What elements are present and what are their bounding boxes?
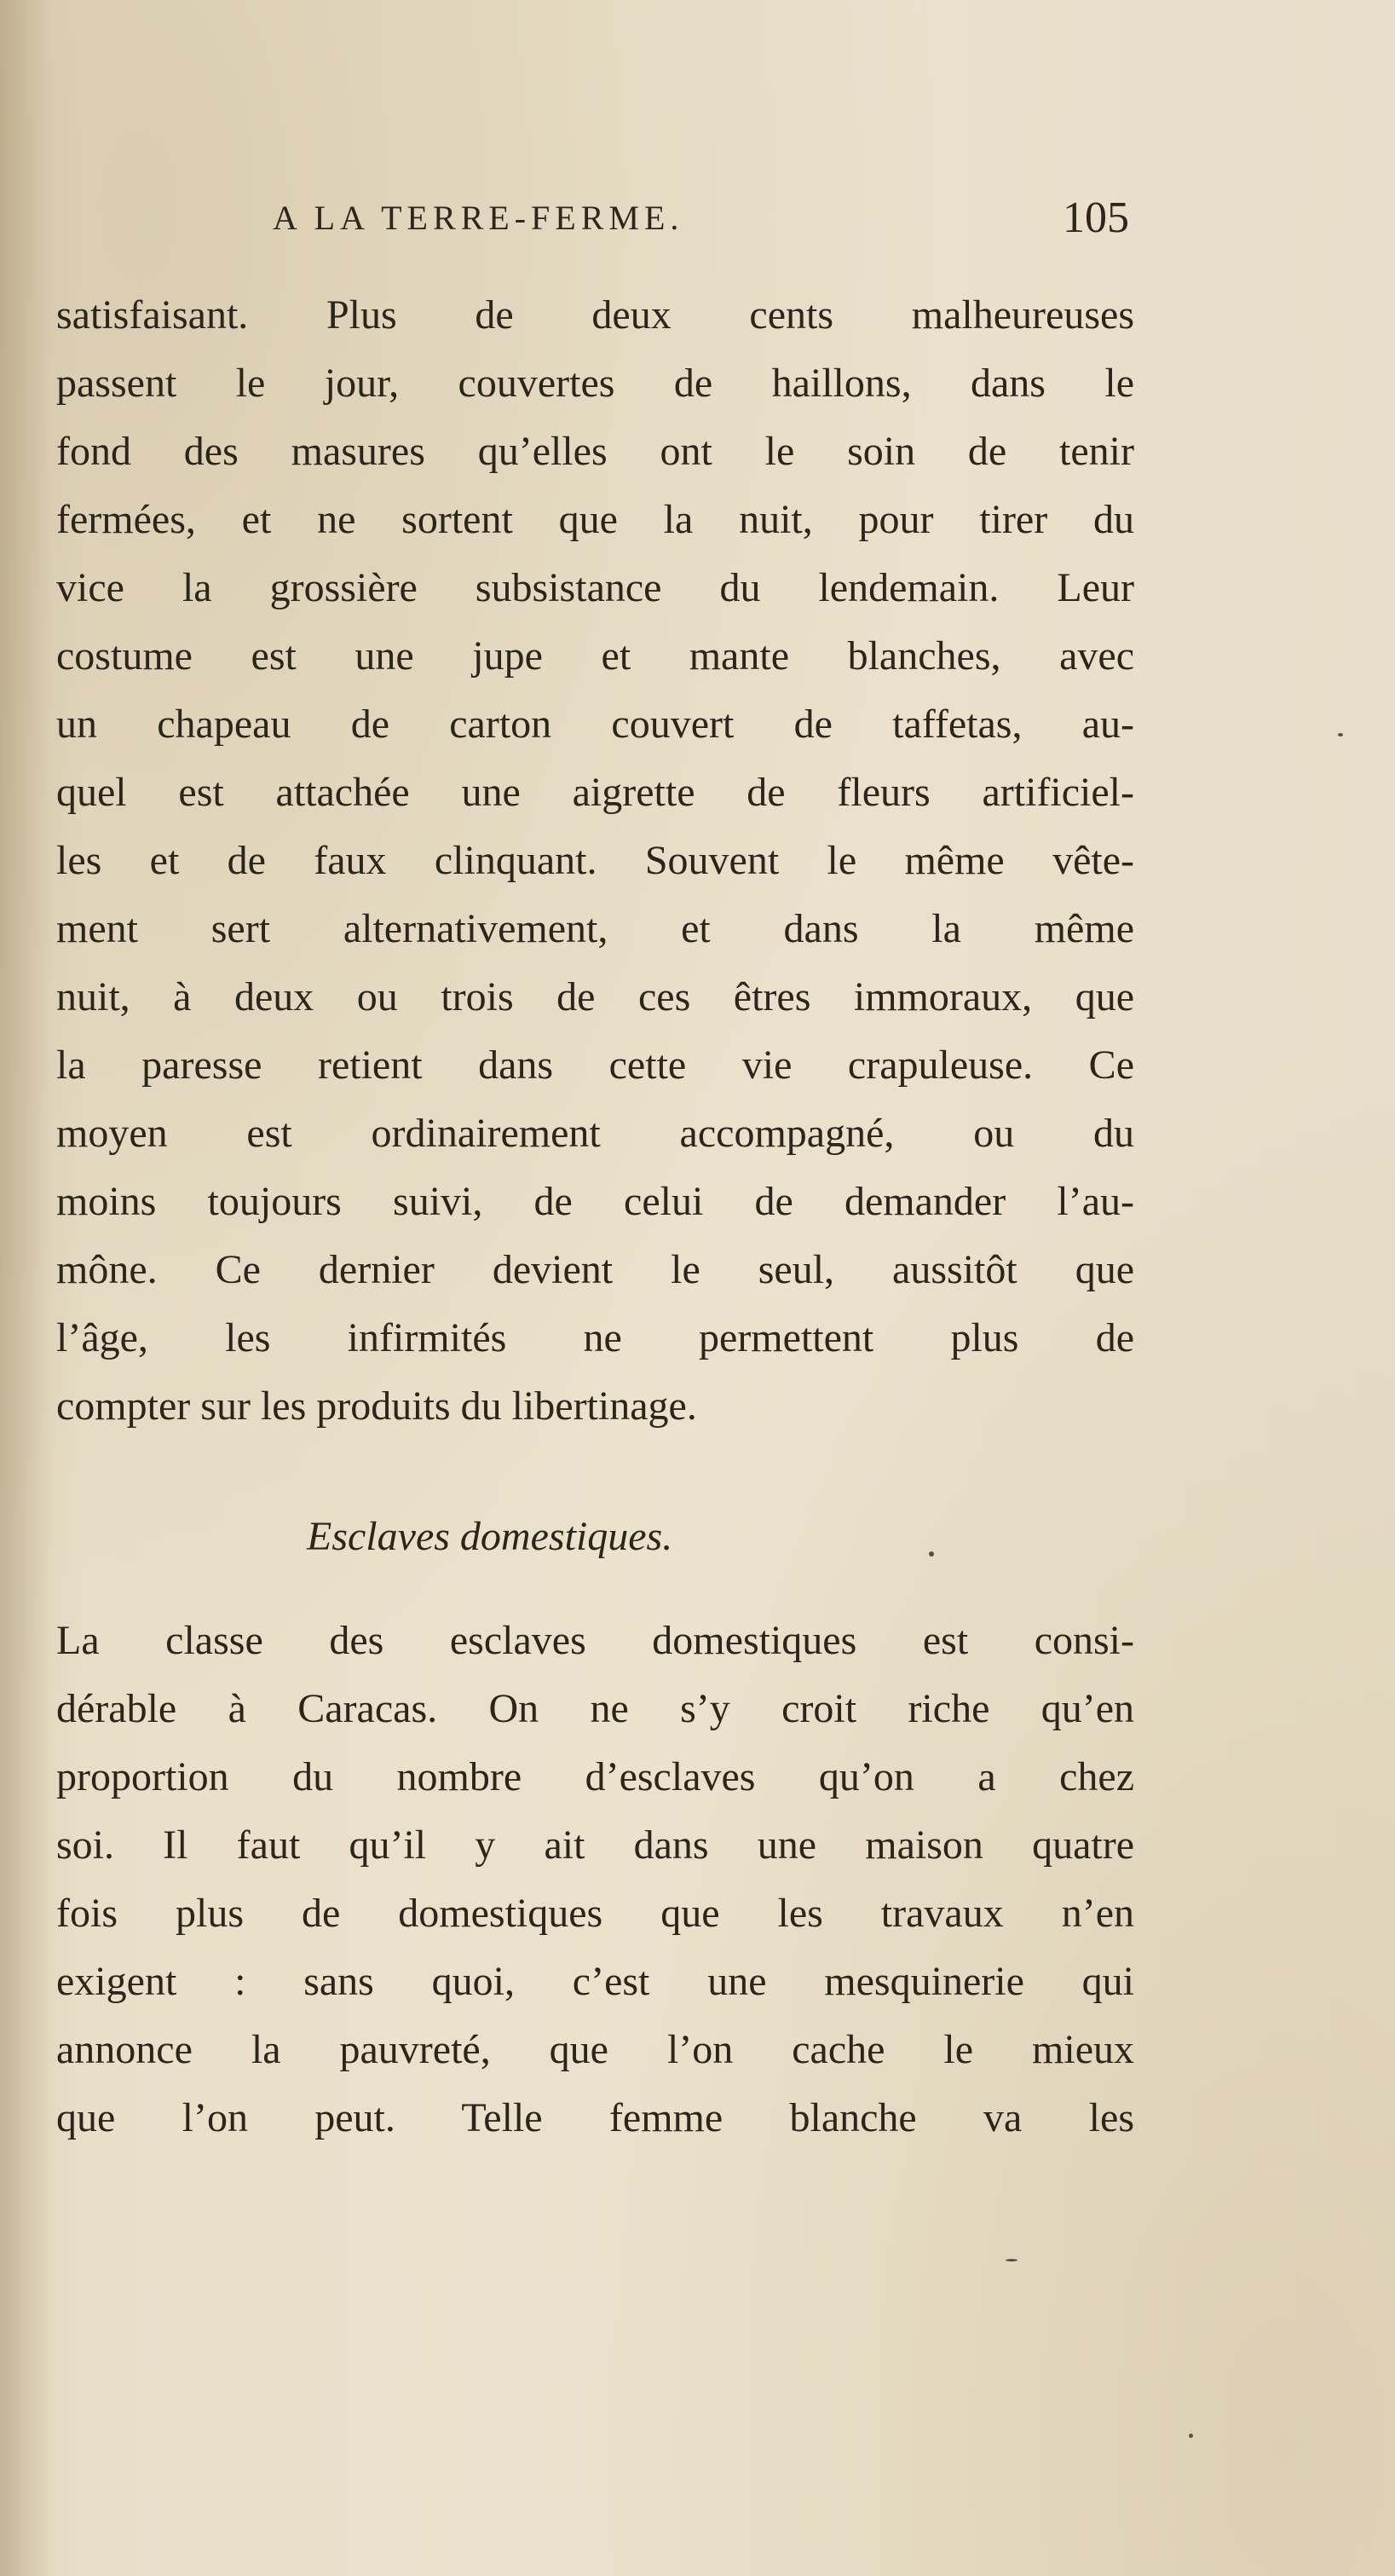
text-line: mône. Ce dernier devient le seul, aussitôt que <box>56 1247 1134 1292</box>
text-line: fermées, et ne sortent que la nuit, pour tirer du <box>56 497 1134 542</box>
text-line: moyen est ordinairement accompagné, ou du <box>56 1111 1134 1156</box>
paper-speck <box>1006 2259 1017 2261</box>
text-line: passent le jour, couvertes de haillons, dans le <box>56 361 1134 406</box>
text-line: que l’on peut. Telle femme blanche va les <box>56 2095 1134 2140</box>
paper-speck <box>1338 733 1343 736</box>
text-line: nuit, à deux ou trois de ces êtres immoraux, que <box>56 974 1134 1019</box>
section-title: Esclaves domestiques. <box>307 1514 673 1559</box>
text-line: compter sur les produits du libertinage. <box>56 1383 697 1429</box>
page-number: 105 <box>1063 193 1129 242</box>
text-line: fond des masures qu’elles ont le soin de tenir <box>56 429 1134 474</box>
page-gutter-shadow <box>0 0 51 2576</box>
paragraph-2 <box>56 1607 1134 2152</box>
text-line: fois plus de domestiques que les travaux n’en <box>56 1891 1134 1936</box>
page-header <box>273 193 1129 257</box>
text-line: costume est une jupe et mante blanches, avec <box>56 633 1134 679</box>
text-line: exigent : sans quoi, c’est une mesquinerie qui <box>56 1959 1134 2004</box>
text-line: un chapeau de carton couvert de taffetas, au- <box>56 702 1134 747</box>
paragraph-1 <box>56 281 1134 1441</box>
text-line: dérable à Caracas. On ne s’y croit riche qu’en <box>56 1686 1134 1731</box>
text-line: quel est attachée une aigrette de fleurs artificiel- <box>56 770 1134 815</box>
text-line: la paresse retient dans cette vie crapuleuse. Ce <box>56 1043 1134 1088</box>
text-line: vice la grossière subsistance du lendemain. Leur <box>56 565 1134 610</box>
text-line: satisfaisant. Plus de deux cents malheureuses <box>56 292 1134 338</box>
text-line: annonce la pauvreté, que l’on cache le mieux <box>56 2027 1134 2072</box>
paper-speck <box>1189 2434 1193 2438</box>
text-line: proportion du nombre d’esclaves qu’on a chez <box>56 1754 1134 1799</box>
text-line: La classe des esclaves domestiques est consi- <box>56 1618 1134 1663</box>
text-line: les et de faux clinquant. Souvent le même vête- <box>56 838 1134 883</box>
text-line: l’âge, les infirmités ne permettent plus de <box>56 1315 1134 1360</box>
text-line: soi. Il faut qu’il y ait dans une maison quatre <box>56 1822 1134 1868</box>
text-line: ment sert alternativement, et dans la même <box>56 906 1134 951</box>
paper-speck <box>929 1551 934 1557</box>
text-line: moins toujours suivi, de celui de demander l’au- <box>56 1179 1134 1224</box>
running-head: A LA TERRE-FERME. <box>273 199 684 237</box>
